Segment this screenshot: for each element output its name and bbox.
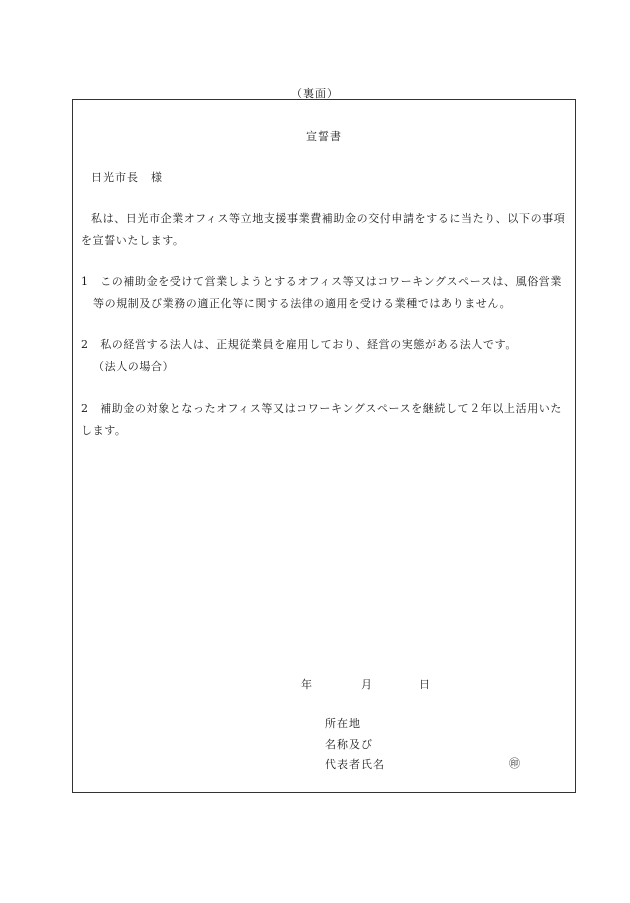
item-2-line-1: 2 私の経営する法人は、正規従業員を雇用しており、経営の実態がある法人です。 xyxy=(81,338,517,351)
page-side-label: （裏面） xyxy=(291,87,339,100)
intro-line-2: を宣誓いたします。 xyxy=(81,234,185,247)
item-3-line-1: 2 補助金の対象となったオフィス等又はコワーキングスペースを継続して２年以上活用いた xyxy=(81,402,562,415)
year-label: 年 xyxy=(301,678,312,691)
document-title: 宣誓書 xyxy=(306,130,342,143)
item-1-line-1: 1 この補助金を受けて営業しようとするオフィス等又はコワーキングスペースは、風俗営業 xyxy=(81,275,562,288)
intro-paragraph xyxy=(81,208,571,252)
item-2-note: （法人の場合） xyxy=(93,360,175,373)
declaration-item-3 xyxy=(81,398,571,442)
intro-line-1: 私は、日光市企業オフィス等立地支援事業費補助金の交付申請をするに当たり、以下の事項 xyxy=(91,212,566,225)
item-1-line-2: 等の規制及び業務の適正化等に関する法律の適用を受ける業種ではありません。 xyxy=(93,297,512,310)
month-label: 月 xyxy=(361,678,372,691)
representative-label: 代表者氏名 xyxy=(325,758,385,771)
declaration-item-2 xyxy=(81,334,571,378)
seal-mark: ㊞ xyxy=(509,757,520,770)
addressee: 日光市長 様 xyxy=(91,171,163,184)
location-label: 所在地 xyxy=(325,717,361,730)
item-3-line-2: します。 xyxy=(81,424,127,437)
day-label: 日 xyxy=(419,678,430,691)
name-label: 名称及び xyxy=(325,738,373,751)
declaration-frame xyxy=(72,99,576,793)
declaration-item-1 xyxy=(81,271,571,315)
